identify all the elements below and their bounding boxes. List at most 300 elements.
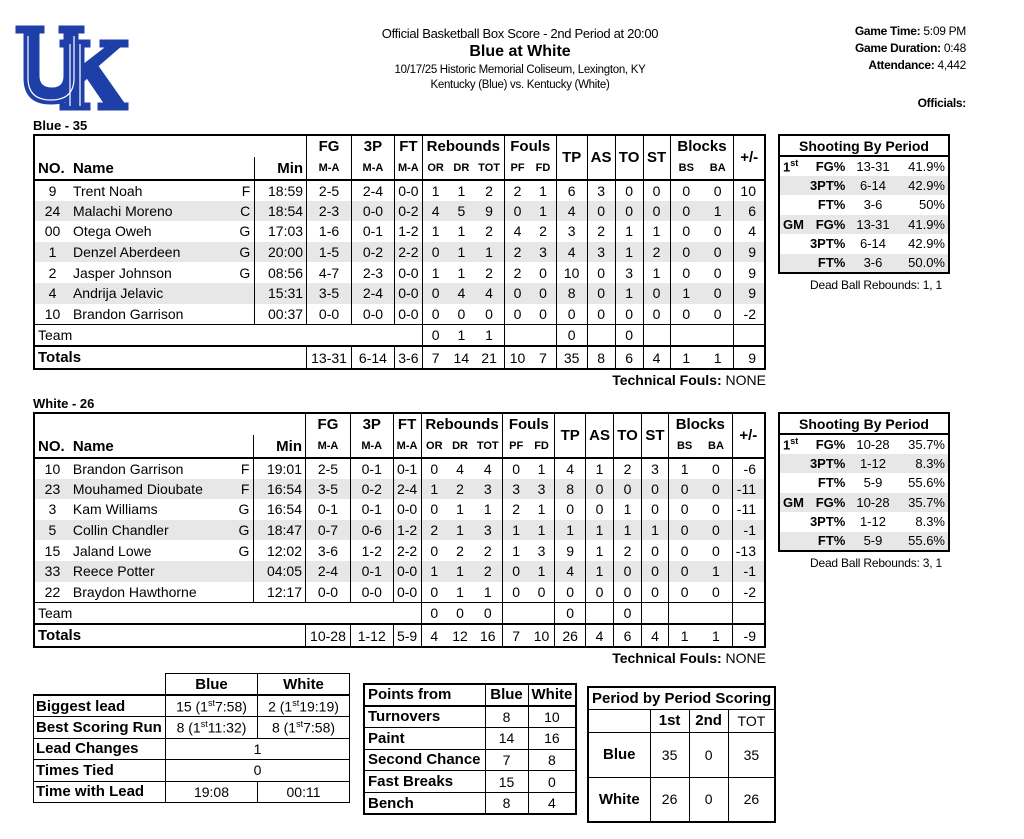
player-ft: 2-2 bbox=[394, 242, 422, 263]
best-run-white: 8 (1st7:58) bbox=[258, 717, 350, 739]
player-plus-minus: 10 bbox=[734, 180, 765, 201]
totals-ft: 3-6 bbox=[394, 346, 422, 369]
player-dr: 1 bbox=[457, 182, 466, 199]
period-team: Blue bbox=[588, 732, 650, 777]
shooting-made-attempted: 13-31 bbox=[848, 215, 897, 235]
team-bs bbox=[668, 602, 700, 624]
shooting-percentage: 41.9% bbox=[898, 215, 949, 235]
player-ba: 0 bbox=[712, 583, 720, 600]
white-dead-ball-rebounds: Dead Ball Rebounds: 3, 1 bbox=[810, 556, 942, 570]
player-row bbox=[34, 561, 765, 582]
player-tot: 3 bbox=[473, 479, 503, 500]
player-name-cell bbox=[70, 561, 254, 582]
totals-ba: 1 bbox=[700, 624, 732, 647]
player-ba: 0 bbox=[702, 283, 734, 304]
time-with-lead-white: 00:11 bbox=[258, 781, 350, 803]
attendance: 4,442 bbox=[937, 58, 966, 72]
officials-label: Officials: bbox=[917, 96, 966, 110]
player-pf: 2 bbox=[504, 262, 530, 283]
player-ft: 0-0 bbox=[394, 180, 422, 201]
player-tp: 1 bbox=[555, 520, 586, 541]
player-plus-minus: -11 bbox=[732, 499, 765, 520]
col-tp: TP bbox=[555, 413, 586, 458]
player-fg: 2-3 bbox=[307, 201, 352, 222]
player-name: Andrija Jelavic bbox=[72, 285, 164, 302]
shooting-percentage: 50.0% bbox=[898, 254, 949, 274]
points-from-blue: 14 bbox=[485, 727, 528, 749]
player-row bbox=[34, 242, 765, 263]
player-row bbox=[34, 283, 765, 304]
points-from-title: Points from bbox=[364, 684, 485, 706]
player-ba: 1 bbox=[702, 201, 734, 222]
period-tot: 26 bbox=[728, 777, 775, 822]
points-from-label: Bench bbox=[364, 792, 485, 814]
totals-pf: 10 bbox=[504, 346, 530, 369]
biggest-lead-label: Biggest lead bbox=[34, 695, 166, 717]
player-dr: 0 bbox=[457, 305, 466, 322]
player-min: 12:02 bbox=[254, 540, 306, 561]
player-ba: 0 bbox=[700, 520, 732, 541]
col-fouls: Fouls bbox=[503, 413, 555, 435]
team-row bbox=[34, 602, 765, 624]
player-dr: 4 bbox=[448, 283, 474, 304]
player-fd: 3 bbox=[537, 542, 546, 559]
player-fd: 0 bbox=[530, 283, 556, 304]
player-tp: 4 bbox=[555, 561, 586, 582]
player-tot: 1 bbox=[483, 583, 492, 600]
player-pf: 0 bbox=[504, 283, 530, 304]
player-as: 0 bbox=[587, 283, 615, 304]
col-rebounds: Rebounds bbox=[422, 135, 504, 157]
player-or: 0 bbox=[421, 458, 447, 479]
player-to: 1 bbox=[614, 520, 642, 541]
player-name: Otega Oweh bbox=[72, 223, 152, 240]
player-or: 1 bbox=[421, 561, 447, 582]
player-or: 1 bbox=[422, 221, 448, 242]
player-ba: 0 bbox=[713, 264, 722, 281]
player-3p: 0-1 bbox=[350, 458, 393, 479]
player-tot: 2 bbox=[485, 264, 493, 281]
player-row bbox=[34, 180, 765, 201]
player-fg: 0-0 bbox=[307, 304, 352, 325]
player-3p: 0-6 bbox=[350, 520, 393, 541]
player-or: 0 bbox=[422, 242, 448, 263]
player-fd: 0 bbox=[537, 583, 546, 600]
player-fg: 0-0 bbox=[306, 582, 351, 603]
period-p2: 0 bbox=[689, 777, 728, 822]
col-ba: BA bbox=[709, 162, 726, 174]
team-bs bbox=[670, 324, 702, 346]
player-ft: 0-1 bbox=[393, 458, 421, 479]
player-pf: 2 bbox=[503, 499, 529, 520]
player-position: F bbox=[240, 480, 250, 497]
player-pf: 4 bbox=[504, 221, 530, 242]
player-dr: 1 bbox=[447, 520, 473, 541]
col-3p-ma: M-A bbox=[352, 157, 395, 180]
col-ft: FT bbox=[394, 135, 422, 157]
player-plus-minus: 9 bbox=[734, 283, 765, 304]
player-plus-minus: 9 bbox=[734, 242, 765, 263]
player-3p: 0-0 bbox=[352, 201, 395, 222]
player-min: 18:59 bbox=[255, 180, 307, 201]
player-to: 0 bbox=[615, 304, 643, 325]
player-dr: 2 bbox=[456, 542, 464, 559]
time-with-lead-blue: 19:08 bbox=[166, 781, 258, 803]
shooting-made-attempted: 10-28 bbox=[856, 436, 890, 452]
col-tot: TOT bbox=[478, 162, 500, 174]
best-run-blue: 8 (1st11:32) bbox=[166, 717, 258, 739]
period-scoring-title: Period by Period Scoring bbox=[588, 687, 775, 709]
player-tp: 3 bbox=[556, 221, 587, 242]
points-from-col-blue: Blue bbox=[485, 684, 528, 706]
totals-bs: 1 bbox=[670, 346, 702, 369]
player-dr: 1 bbox=[447, 561, 473, 582]
totals-plus-minus: -9 bbox=[732, 624, 765, 647]
points-from-label: Paint bbox=[364, 727, 485, 749]
player-3p: 0-2 bbox=[352, 242, 395, 263]
points-from-col-white: White bbox=[528, 684, 576, 706]
header-blank bbox=[34, 135, 307, 157]
points-from-white: 0 bbox=[528, 771, 576, 793]
shooting-row bbox=[779, 215, 949, 235]
shooting-row bbox=[779, 234, 949, 254]
player-dr: 2 bbox=[447, 479, 473, 500]
period-label: 1st bbox=[783, 436, 799, 453]
player-position: G bbox=[238, 501, 250, 518]
team-or: 0 bbox=[421, 602, 447, 624]
shooting-row bbox=[779, 532, 949, 552]
points-from-label: Fast Breaks bbox=[364, 771, 485, 793]
totals-3p: 1-12 bbox=[350, 624, 393, 647]
totals-to: 6 bbox=[615, 346, 643, 369]
player-plus-minus: -2 bbox=[734, 304, 765, 325]
team-ba bbox=[700, 602, 732, 624]
player-name: Denzel Aberdeen bbox=[72, 244, 181, 261]
shooting-stat-label: FG% bbox=[815, 436, 846, 452]
points-from-table bbox=[363, 683, 577, 815]
tech-value: NONE bbox=[725, 650, 766, 666]
blue-box-score bbox=[33, 134, 766, 370]
points-from-white: 10 bbox=[528, 706, 576, 728]
player-ft: 0-0 bbox=[394, 304, 422, 325]
player-ba: 0 bbox=[713, 305, 722, 322]
player-position: G bbox=[239, 223, 251, 240]
white-technical-fouls bbox=[612, 650, 766, 666]
totals-or: 7 bbox=[422, 346, 448, 369]
player-pf: 0 bbox=[503, 458, 529, 479]
matchup-title: Blue at White bbox=[469, 43, 571, 60]
player-min: 17:03 bbox=[255, 221, 307, 242]
player-ba: 0 bbox=[713, 223, 722, 240]
shooting-made-attempted: 13-31 bbox=[856, 158, 890, 174]
player-ft: 0-0 bbox=[393, 499, 421, 520]
col-3p-ma: M-A bbox=[350, 435, 393, 458]
player-ba: 0 bbox=[700, 479, 732, 500]
player-pf: 0 bbox=[504, 201, 530, 222]
player-bs: 0 bbox=[670, 262, 702, 283]
player-fd: 0 bbox=[539, 305, 547, 322]
player-as: 1 bbox=[586, 458, 614, 479]
player-ba: 0 bbox=[712, 542, 720, 559]
totals-dr: 14 bbox=[448, 346, 474, 369]
shooting-title: Shooting By Period bbox=[779, 135, 949, 156]
period-h1: 1st bbox=[650, 709, 689, 732]
shooting-row bbox=[779, 156, 949, 176]
shooting-stat-label: FG% bbox=[807, 215, 848, 235]
player-name-cell bbox=[70, 180, 255, 201]
points-from-row bbox=[364, 706, 576, 728]
col-ba: BA bbox=[708, 440, 724, 452]
player-st: 0 bbox=[643, 304, 670, 325]
player-number: 33 bbox=[34, 561, 70, 582]
svg-text:®: ® bbox=[118, 103, 126, 112]
player-position: G bbox=[238, 522, 250, 539]
col-fg-ma: M-A bbox=[307, 157, 352, 180]
player-bs: 0 bbox=[668, 499, 700, 520]
totals-st: 4 bbox=[642, 624, 669, 647]
game-info bbox=[855, 23, 966, 74]
player-position: F bbox=[240, 460, 250, 477]
col-ft: FT bbox=[393, 413, 421, 435]
team-st bbox=[643, 324, 670, 346]
shooting-row bbox=[779, 512, 949, 532]
blue-dead-ball-rebounds: Dead Ball Rebounds: 1, 1 bbox=[810, 278, 942, 292]
player-st: 1 bbox=[643, 221, 670, 242]
shooting-percentage: 42.9% bbox=[908, 236, 945, 252]
player-as: 0 bbox=[587, 304, 615, 325]
header-blank bbox=[34, 413, 306, 435]
player-tp: 9 bbox=[555, 540, 586, 561]
player-tp: 10 bbox=[556, 262, 587, 283]
player-name: Brandon Garrison bbox=[72, 305, 184, 322]
player-3p: 0-2 bbox=[350, 479, 393, 500]
col-min: Min bbox=[254, 435, 306, 458]
shooting-made-attempted: 5-9 bbox=[848, 532, 897, 552]
col-dr: DR bbox=[453, 162, 470, 174]
lead-col-white: White bbox=[258, 674, 350, 696]
team-dr: 0 bbox=[447, 602, 473, 624]
player-number: 24 bbox=[34, 201, 70, 222]
player-name-cell bbox=[70, 540, 254, 561]
player-to: 2 bbox=[614, 540, 642, 561]
player-ft: 0-0 bbox=[393, 561, 421, 582]
player-to: 1 bbox=[615, 283, 643, 304]
col-name: Name bbox=[72, 159, 114, 177]
player-or: 0 bbox=[422, 283, 448, 304]
shooting-row bbox=[779, 254, 949, 274]
player-as: 2 bbox=[587, 221, 615, 242]
totals-pf: 7 bbox=[503, 624, 529, 647]
player-to: 0 bbox=[615, 180, 643, 201]
player-plus-minus: -1 bbox=[732, 561, 765, 582]
period-scoring-row bbox=[588, 732, 775, 777]
shooting-stat-label: FT% bbox=[807, 532, 848, 552]
player-position: F bbox=[241, 182, 251, 199]
team-label: Team bbox=[34, 602, 421, 624]
player-fd: 1 bbox=[530, 201, 556, 222]
player-tot: 2 bbox=[485, 223, 493, 240]
tech-label: Technical Fouls: bbox=[612, 372, 722, 388]
col-fd: FD bbox=[534, 440, 549, 452]
player-position: G bbox=[238, 542, 250, 559]
col-st: ST bbox=[642, 413, 669, 458]
points-from-row bbox=[364, 792, 576, 814]
team-st bbox=[642, 602, 669, 624]
player-to: 1 bbox=[614, 499, 642, 520]
player-name: Jaland Lowe bbox=[72, 542, 152, 559]
player-dr: 1 bbox=[457, 223, 466, 240]
player-fd: 1 bbox=[537, 460, 546, 477]
player-row bbox=[34, 582, 765, 603]
player-fg: 3-5 bbox=[307, 283, 352, 304]
period-label-blank bbox=[779, 473, 807, 493]
player-or: 0 bbox=[421, 540, 447, 561]
points-from-blue: 8 bbox=[485, 792, 528, 814]
lead-stats-table bbox=[33, 673, 350, 803]
shooting-percentage: 55.6% bbox=[908, 475, 945, 491]
player-min: 18:54 bbox=[255, 201, 307, 222]
points-from-blue: 8 bbox=[485, 706, 528, 728]
period-label-blank bbox=[779, 254, 807, 274]
col-to: TO bbox=[614, 413, 642, 458]
player-fd: 1 bbox=[537, 501, 546, 518]
col-or: OR bbox=[422, 157, 448, 180]
tech-value: NONE bbox=[725, 372, 766, 388]
duration-label: Game Duration: bbox=[854, 41, 941, 55]
col-blocks: Blocks bbox=[668, 413, 732, 435]
player-number: 10 bbox=[44, 305, 61, 322]
times-tied-value: 0 bbox=[166, 760, 350, 782]
player-to: 0 bbox=[614, 479, 642, 500]
player-as: 3 bbox=[587, 180, 615, 201]
player-min: 20:00 bbox=[255, 242, 307, 263]
player-bs: 0 bbox=[668, 561, 700, 582]
totals-or: 4 bbox=[421, 624, 447, 647]
totals-fd: 10 bbox=[529, 624, 555, 647]
shooting-row bbox=[779, 473, 949, 493]
player-min: 08:56 bbox=[255, 262, 307, 283]
player-st: 1 bbox=[642, 520, 669, 541]
player-fd: 0 bbox=[539, 264, 547, 281]
shooting-made-attempted: 6-14 bbox=[859, 236, 886, 252]
totals-3p: 6-14 bbox=[352, 346, 395, 369]
totals-ba: 1 bbox=[702, 346, 734, 369]
totals-row bbox=[34, 346, 765, 369]
shooting-title: Shooting By Period bbox=[779, 413, 949, 434]
player-number: 4 bbox=[34, 283, 70, 304]
player-bs: 1 bbox=[670, 283, 702, 304]
period-p2: 0 bbox=[689, 732, 728, 777]
player-tot: 4 bbox=[483, 460, 492, 477]
player-bs: 0 bbox=[668, 540, 700, 561]
player-position: G bbox=[239, 244, 251, 261]
col-fg: FG bbox=[306, 413, 351, 435]
totals-fg: 13-31 bbox=[307, 346, 352, 369]
team-dr: 1 bbox=[448, 324, 474, 346]
shooting-made-attempted: 6-14 bbox=[848, 176, 897, 196]
player-to: 0 bbox=[615, 201, 643, 222]
points-from-label: Second Chance bbox=[364, 749, 485, 771]
player-bs: 0 bbox=[670, 304, 702, 325]
points-from-white: 16 bbox=[528, 727, 576, 749]
shooting-percentage: 8.3% bbox=[915, 514, 945, 530]
player-pf: 1 bbox=[503, 540, 529, 561]
shooting-made-attempted: 5-9 bbox=[863, 475, 883, 491]
player-name-cell bbox=[70, 582, 254, 603]
player-min: 16:54 bbox=[254, 499, 306, 520]
player-tot: 3 bbox=[473, 520, 503, 541]
player-ba: 1 bbox=[700, 561, 732, 582]
player-to: 0 bbox=[614, 561, 642, 582]
team-label: Team bbox=[34, 324, 422, 346]
player-tp: 4 bbox=[556, 242, 587, 263]
team-tp: 0 bbox=[556, 324, 587, 346]
player-pf: 0 bbox=[503, 582, 529, 603]
totals-tp: 35 bbox=[556, 346, 587, 369]
player-plus-minus: -11 bbox=[732, 479, 765, 500]
player-dr: 1 bbox=[457, 264, 466, 281]
totals-label: Totals bbox=[34, 624, 306, 647]
player-plus-minus: -2 bbox=[732, 582, 765, 603]
col-plus-minus: +/- bbox=[734, 135, 765, 180]
player-fg: 1-6 bbox=[307, 221, 352, 242]
totals-fg: 10-28 bbox=[306, 624, 351, 647]
player-name-cell bbox=[70, 479, 254, 500]
team-tot: 0 bbox=[473, 602, 503, 624]
player-number: 15 bbox=[44, 542, 61, 559]
game-time-label: Game Time: bbox=[854, 24, 921, 38]
player-3p: 0-0 bbox=[352, 304, 395, 325]
team-as bbox=[586, 602, 614, 624]
player-bs: 1 bbox=[668, 458, 700, 479]
teams-line: Kentucky (Blue) vs. Kentucky (White) bbox=[430, 79, 610, 91]
col-rebounds: Rebounds bbox=[421, 413, 503, 435]
shooting-stat-label: 3PT% bbox=[809, 514, 846, 530]
player-min: 04:05 bbox=[254, 561, 306, 582]
player-ft: 0-0 bbox=[394, 283, 422, 304]
shooting-percentage: 8.3% bbox=[898, 454, 949, 474]
shooting-made-attempted: 3-6 bbox=[848, 254, 897, 274]
blue-team-title: Blue - 35 bbox=[33, 118, 88, 133]
player-bs: 0 bbox=[668, 582, 700, 603]
period-p1: 35 bbox=[650, 732, 689, 777]
col-fg-ma: M-A bbox=[306, 435, 351, 458]
team-to: 0 bbox=[614, 602, 642, 624]
team-pm bbox=[734, 324, 765, 346]
player-name: Trent Noah bbox=[72, 182, 143, 199]
col-3p: 3P bbox=[350, 413, 393, 435]
player-bs: 0 bbox=[668, 479, 700, 500]
player-or: 2 bbox=[421, 520, 447, 541]
game-duration: 0:48 bbox=[943, 41, 966, 55]
player-3p: 2-4 bbox=[352, 283, 395, 304]
player-min: 18:47 bbox=[254, 520, 306, 541]
player-dr: 1 bbox=[456, 583, 464, 600]
player-plus-minus: -6 bbox=[732, 458, 765, 479]
col-min: Min bbox=[255, 157, 307, 180]
player-number: 22 bbox=[44, 583, 61, 600]
player-or: 0 bbox=[421, 582, 447, 603]
player-number: 23 bbox=[34, 479, 70, 500]
col-as: AS bbox=[586, 413, 614, 458]
totals-tot: 21 bbox=[474, 346, 504, 369]
player-tp: 0 bbox=[555, 499, 586, 520]
player-fg: 1-5 bbox=[307, 242, 352, 263]
period-scoring-row bbox=[588, 777, 775, 822]
col-or: OR bbox=[421, 435, 447, 458]
player-fg: 0-1 bbox=[306, 499, 351, 520]
col-ft-ma: M-A bbox=[394, 157, 422, 180]
